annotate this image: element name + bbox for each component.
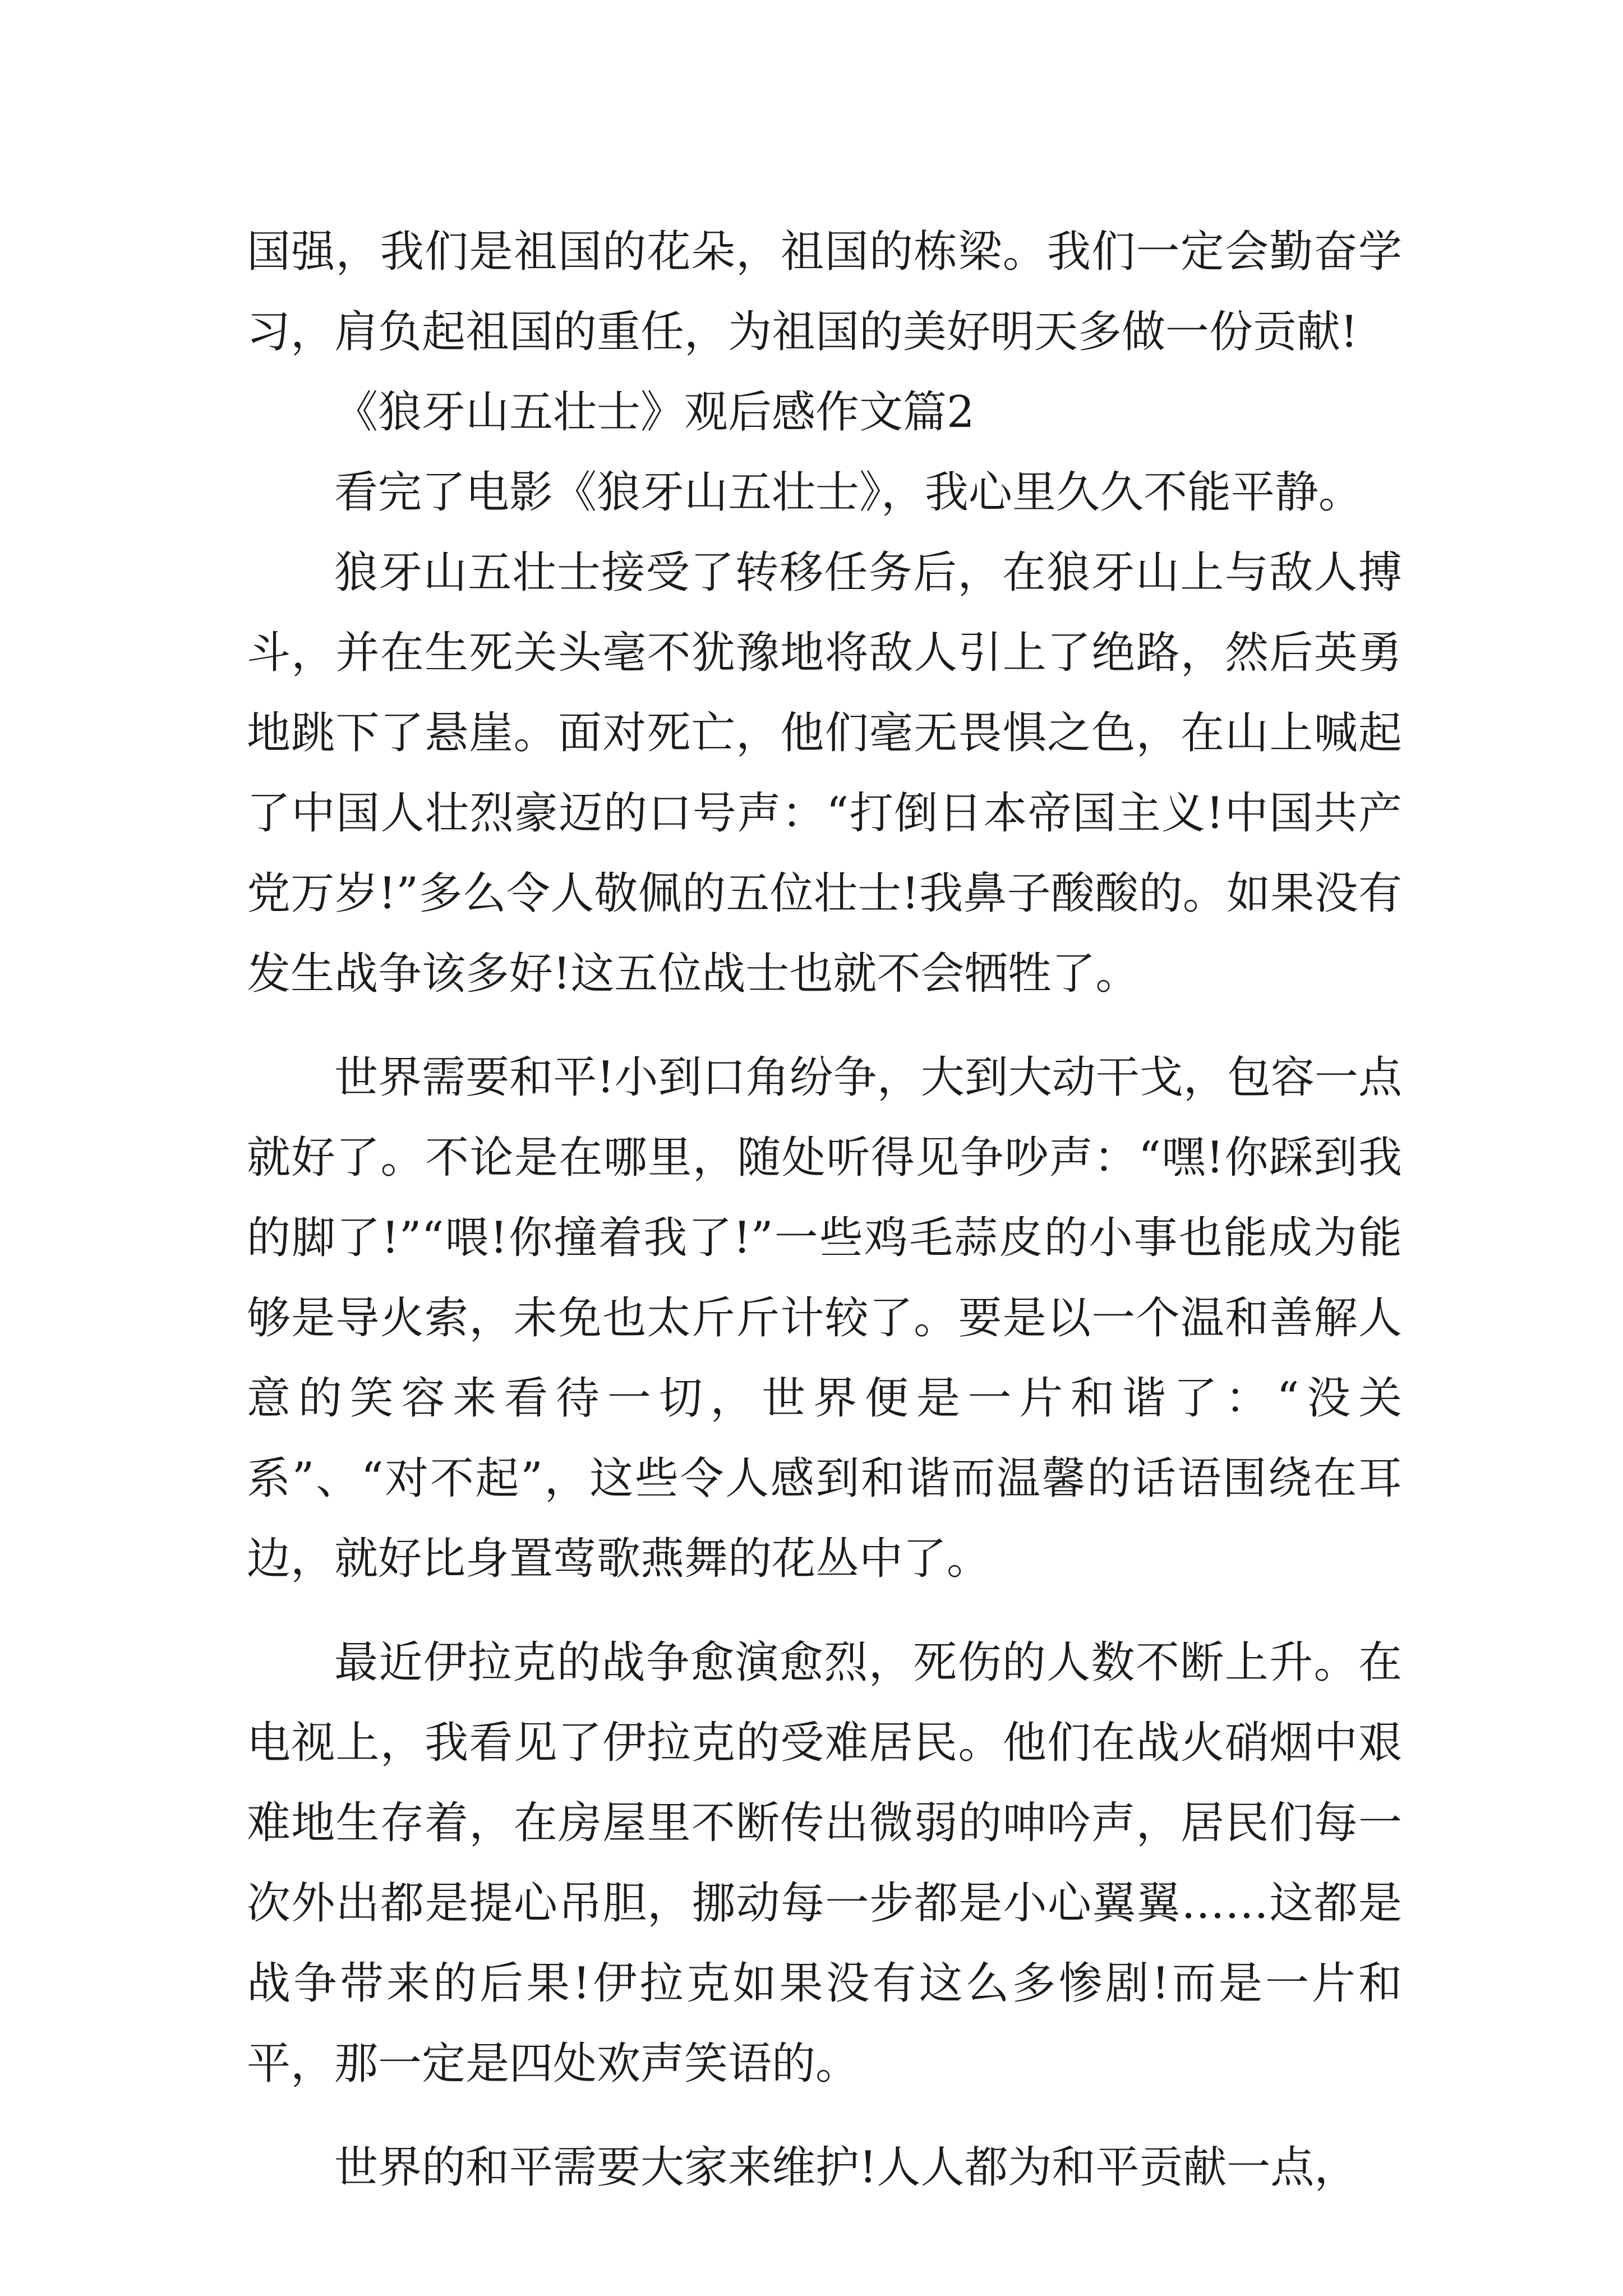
paragraph: 狼牙山五壮士接受了转移任务后，在狼牙山上与敌人搏斗，并在生死关头毫不犹豫地将敌人引上了绝路，然后英勇地跳下了悬崖。面对死亡，他们毫无畏惧之色，在山上喊起了中国人壮烈豪迈的口号声：“打倒日本帝国主义!中国共产党万岁!”多么令人敬佩的五位壮士!我鼻子酸酸的。如果没有发生战争该多好!这五位战士也就不会牺牲了。 [247,547,1402,999]
document-body [247,212,1402,2208]
paragraph: 世界需要和平!小到口角纷争，大到大动干戈，包容一点就好了。不论是在哪里，随处听得见争吵声：“嘿!你踩到我的脚了!”“喂!你撞着我了!”一些鸡毛蒜皮的小事也能成为能够是导火索，未免也太斤斤计较了。要是以一个温和善解人意的笑容来看待一切，世界便是一片和谐了：“没关系”、“对不起”，这些令人感到和谐而温馨的话语围绕在耳边，就好比身置莺歌燕舞的花丛中了。 [247,1052,1402,1584]
paragraph: 世界的和平需要大家来维护!人人都为和平贡献一点， [334,2142,1358,2193]
essay-heading: 《狼牙山五壮士》观后感作文篇2 [334,387,975,438]
paragraph-continuation: 国强，我们是祖国的花朵，祖国的栋梁。我们一定会勤奋学习，肩负起祖国的重任，为祖国的美好明天多做一份贡献! [247,227,1402,357]
paragraph: 最近伊拉克的战争愈演愈烈，死伤的人数不断上升。在电视上，我看见了伊拉克的受难居民。他们在战火硝烟中艰难地生存着，在房屋里不断传出微弱的呻吟声，居民们每一次外出都是提心吊胆，挪动每一步都是小心翼翼……这都是战争带来的后果!伊拉克如果没有这么多惨剧!而是一片和平，那一定是四处欢声笑语的。 [247,1637,1402,2089]
paragraph: 看完了电影《狼牙山五壮士》，我心里久久不能平静。 [334,467,1363,518]
